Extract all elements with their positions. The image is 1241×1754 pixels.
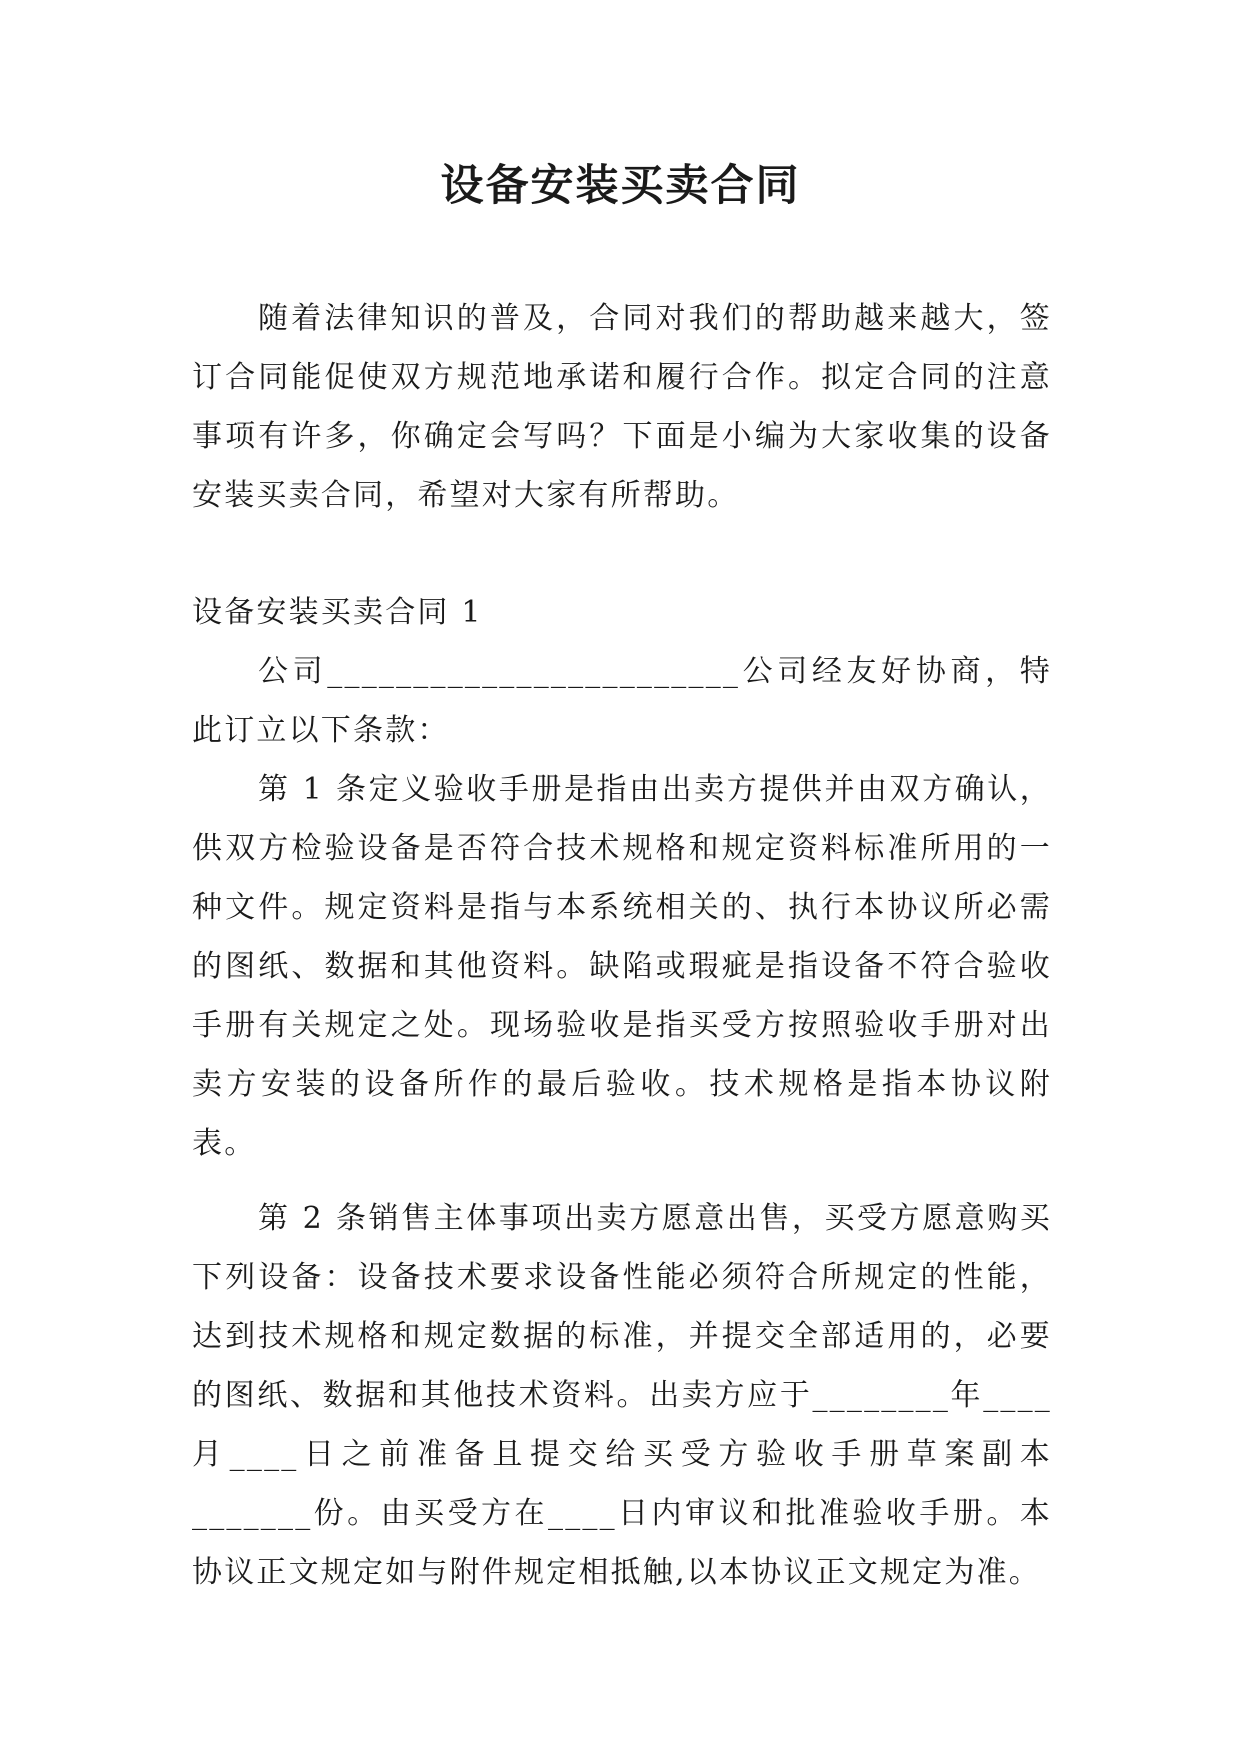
paragraph-article-1: 第 1 条定义验收手册是指由出卖方提供并由双方确认，供双方检验设备是否符合技术规格和规定资料标准所用的一种文件。规定资料是指与本系统相关的、执行本协议所必需的图纸、数据和其他资料。缺陷或瑕疵是指设备不符合验收手册有关规定之处。现场验收是指买受方按照验收手册对出卖方安装的设备所作的最后验收。技术规格是指本协议附表。 [192, 772, 1052, 1161]
document-body [192, 289, 1052, 1602]
paragraph-article-2: 第 2 条销售主体事项出卖方愿意出售，买受方愿意购买下列设备：设备技术要求设备性能必须符合所规定的性能，达到技术规格和规定数据的标准，并提交全部适用的，必要的图纸、数据和其他技术资料。出卖方应于________年____月____日之前准备且提交给买受方验收手册草案副本_______份。由买受方在____日内审议和批准验收手册。本协议正文规定如与附件规定相抵触,以本协议正文规定为准。 [192, 1201, 1052, 1590]
document-title: 设备安装买卖合同 [440, 161, 801, 211]
section-heading: 设备安装买卖合同 1 [192, 595, 483, 630]
paragraph-parties: 公司________________________公司经友好协商，特此订立以下条款： [192, 654, 1052, 748]
intro-paragraph: 随着法律知识的普及，合同对我们的帮助越来越大，签订合同能促使双方规范地承诺和履行合作。拟定合同的注意事项有许多，你确定会写吗？下面是小编为大家收集的设备安装买卖合同，希望对大家有所帮助。 [192, 301, 1052, 513]
